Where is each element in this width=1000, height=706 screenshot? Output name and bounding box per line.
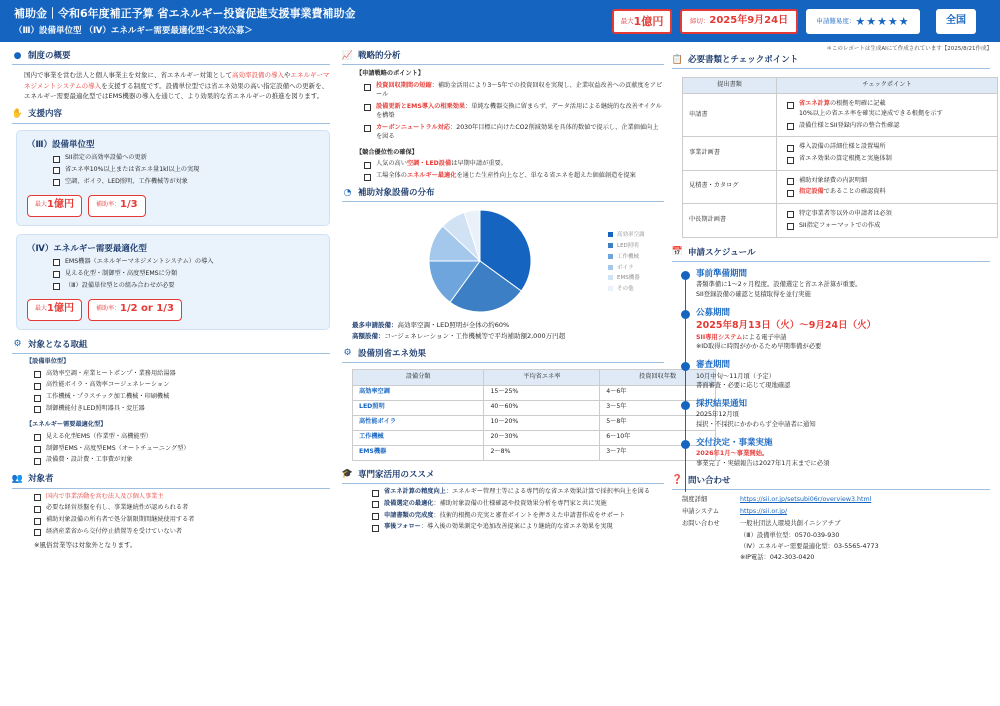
effects-table bbox=[352, 369, 716, 461]
col-header: 提出書類 bbox=[683, 78, 777, 94]
type3-title: （Ⅲ）設備単位型 bbox=[27, 139, 95, 150]
strategy-points bbox=[356, 82, 664, 142]
detail-link[interactable]: https://sii.or.jp/setsubi06r/overview3.html bbox=[740, 495, 872, 503]
list-item: 特定事業者等以外の申請者は必須 bbox=[787, 210, 991, 219]
legend-swatch bbox=[608, 254, 613, 259]
col-header: チェックポイント bbox=[777, 78, 998, 94]
chart-legend bbox=[608, 230, 645, 294]
expert-text: ：エネルギー管理士等による専門的な省エネ効果計算で採択率向上を図る bbox=[445, 488, 651, 496]
table-cell: 10～20% bbox=[484, 415, 600, 430]
type3-max-pill bbox=[27, 195, 82, 217]
timeline-step bbox=[680, 437, 990, 469]
list-item: 制御型EMS・高度型EMS（オートチューニング型） bbox=[34, 445, 330, 454]
type4-max-pill bbox=[27, 299, 82, 321]
legend-label: EMS機器 bbox=[617, 275, 640, 282]
list-item: 省エネ効果の算定根拠と実施体制 bbox=[787, 155, 991, 164]
calendar-icon: 📅 bbox=[671, 247, 684, 258]
legend-label: 工作機械 bbox=[617, 253, 640, 260]
table-row bbox=[683, 94, 998, 137]
point-key: カーボンニュートラル対応 bbox=[376, 123, 451, 131]
type3-max-prefix: 最大 bbox=[35, 201, 48, 209]
contact-key: 申請システム bbox=[682, 507, 720, 515]
doc-checks bbox=[777, 137, 998, 170]
step-detail: 書類準備に1～2ヶ月程度。設備選定と省エネ計算が重要。 bbox=[696, 281, 862, 289]
legend-item bbox=[608, 252, 645, 263]
list-item: 制御機能付きLED照明器具・変圧器 bbox=[34, 405, 330, 414]
list-item: EMS機器（エネルギーマネジメントシステム）の導入 bbox=[53, 258, 319, 267]
comp-text: 人気の高い bbox=[376, 160, 407, 168]
list-item: SII指定フォーマットでの作成 bbox=[787, 222, 991, 231]
type4-rate-pill bbox=[88, 299, 182, 321]
timeline-step bbox=[680, 398, 990, 430]
contact-phone: ※IP電話：042-303-0420 bbox=[740, 553, 815, 561]
step-detail: SII登録設備の確認と見積取得を並行実施 bbox=[696, 290, 811, 298]
table-row bbox=[353, 445, 716, 460]
table-cell: 5～8年 bbox=[600, 415, 716, 430]
step-title: 事前準備期間 bbox=[696, 268, 748, 279]
gear-icon: ⚙ bbox=[343, 348, 352, 359]
max-amount-badge bbox=[612, 9, 672, 34]
list-item: 設備仕様とSII登録内容の整合性確認 bbox=[787, 122, 991, 131]
list-item: 設備費・設計費・工事費が対象 bbox=[34, 456, 330, 465]
table-row bbox=[683, 204, 998, 237]
page-title: 補助金｜令和6年度補正予算 省エネルギー投資促進支援事業費補助金 bbox=[14, 7, 356, 20]
targets-list-1 bbox=[26, 370, 330, 414]
col-header: 投資回収年数 bbox=[600, 369, 716, 385]
step-detail: 10月中旬～11月頃（予定） bbox=[696, 372, 775, 380]
legend-swatch bbox=[608, 265, 613, 270]
graduation-cap-icon: 🎓 bbox=[341, 469, 354, 480]
table-cell: 15～25% bbox=[484, 385, 600, 400]
type4-max: 1億円 bbox=[47, 303, 74, 315]
effects-heading bbox=[342, 348, 664, 360]
list-item bbox=[364, 82, 664, 100]
table-cell: LED照明 bbox=[353, 400, 484, 415]
eligible-heading bbox=[12, 473, 330, 485]
docs-title: 必要書類とチェックポイント bbox=[688, 55, 799, 65]
legend-swatch bbox=[608, 286, 613, 291]
strategy-heading bbox=[342, 50, 664, 62]
list-item: 補助対象経費の内訳明細 bbox=[787, 177, 991, 186]
eligible-list bbox=[12, 493, 330, 537]
strategy-competitive bbox=[356, 160, 664, 181]
expert-key: 事後フォロー bbox=[384, 523, 421, 531]
type4-list bbox=[27, 258, 319, 291]
distribution-heading bbox=[342, 187, 664, 199]
doc-checks bbox=[777, 204, 998, 237]
overview-p2: や bbox=[284, 71, 291, 80]
distribution-title: 補助対象設備の分布 bbox=[358, 188, 435, 199]
scope-badge: 全国 bbox=[936, 9, 976, 34]
list-item: 工作機械・プラスチック加工機械・印刷機械 bbox=[34, 393, 330, 402]
col-header: 平均省エネ率 bbox=[484, 369, 600, 385]
hands-icon: ✋ bbox=[11, 109, 24, 120]
table-cell: 高効率空調 bbox=[353, 385, 484, 400]
max-amount: 1億円 bbox=[633, 14, 664, 28]
type4-card bbox=[16, 234, 330, 330]
timeline-step bbox=[680, 307, 990, 353]
middle-column bbox=[341, 50, 677, 535]
check-key: 指定設備 bbox=[799, 188, 824, 196]
effects-title: 設備別省エネ効果 bbox=[358, 348, 427, 359]
comp-text: を通じた生産性向上など、単なる省エネを超えた価値創造を提案 bbox=[456, 172, 636, 180]
check-key: 省エネ計算 bbox=[799, 100, 830, 108]
timeline-step bbox=[680, 268, 990, 300]
caption1-label: 最多申請設備： bbox=[352, 321, 398, 330]
schedule-heading bbox=[672, 247, 990, 259]
contact-org: 一般社団法人環境共創イニシアチブ bbox=[740, 519, 841, 527]
list-item: 補助対象設備の所有者で処分制限期間継続使用する者 bbox=[34, 516, 330, 525]
comp-text: 工場全体の bbox=[376, 172, 407, 180]
table-cell: 3～5年 bbox=[600, 400, 716, 415]
table-row bbox=[353, 400, 716, 415]
type3-rate-label: 補助率： bbox=[95, 201, 120, 209]
docs-table bbox=[682, 77, 998, 237]
caption1-text: 高効率空調・LED照明が全体の約60% bbox=[397, 321, 510, 330]
type4-title: （Ⅳ）エネルギー需要最適化型 bbox=[27, 243, 147, 254]
table-row bbox=[683, 170, 998, 203]
schedule-timeline bbox=[672, 268, 990, 469]
legend-label: 高効率空調 bbox=[617, 232, 645, 239]
deadline-date: 2025年9月24日 bbox=[709, 15, 789, 27]
overview-heading bbox=[12, 50, 330, 62]
legend-item bbox=[608, 263, 645, 274]
strategy-subheading-1: 【申請戦略のポイント】 bbox=[356, 70, 425, 78]
contact-phone: （Ⅳ）エネルギー需要最適化型：03-5565-4773 bbox=[740, 542, 879, 550]
table-header-row bbox=[353, 369, 716, 385]
col-header: 設備分類 bbox=[353, 369, 484, 385]
legend-swatch bbox=[608, 243, 613, 248]
doc-checks bbox=[777, 170, 998, 203]
table-row bbox=[353, 415, 716, 430]
overview-text bbox=[12, 70, 330, 101]
timeline-step bbox=[680, 359, 990, 391]
legend-item bbox=[608, 284, 645, 295]
question-icon: ❓ bbox=[671, 475, 684, 486]
contact-key: 制度詳細 bbox=[682, 495, 708, 503]
point-key: 投資回収期間の短縮 bbox=[376, 82, 432, 90]
gear-icon: ⚙ bbox=[13, 339, 22, 350]
point-key: 設備更新とEMS導入の相乗効果 bbox=[376, 102, 466, 110]
expert-heading bbox=[342, 469, 664, 481]
difficulty-badge bbox=[806, 9, 920, 34]
list-item: （Ⅲ）設備単位型との組み合わせが必要 bbox=[53, 282, 319, 291]
list-item: 国内で事業活動を営む法人及び個人事業主 bbox=[34, 493, 330, 502]
support-title: 支援内容 bbox=[28, 109, 63, 120]
legend-label: ボイラ bbox=[617, 264, 634, 271]
table-cell: 40～60% bbox=[484, 400, 600, 415]
system-link[interactable]: https://sii.or.jp/ bbox=[740, 507, 788, 515]
expert-text: ：補助対象設備の仕様確認や投資効果分析を専門家と共に実施 bbox=[433, 499, 607, 507]
pie-chart-icon: ◔ bbox=[343, 187, 352, 198]
expert-text: ：導入後の効果測定や追加改善提案により継続的な省エネ効果を実現 bbox=[420, 523, 613, 531]
users-icon: 👥 bbox=[11, 473, 24, 484]
list-item bbox=[364, 160, 664, 169]
table-cell: 高性能ボイラ bbox=[353, 415, 484, 430]
step-title: 公募期間 bbox=[696, 307, 731, 318]
table-row bbox=[353, 430, 716, 445]
point-text: ：単純な機器交換に留まらず、データ活用による継続的な改善サイクルを構築 bbox=[376, 102, 662, 119]
doc-name: 中長期計画書 bbox=[683, 204, 777, 237]
step-detail: 書面審査・必要に応じて現地確認 bbox=[696, 382, 791, 390]
expert-key: 省エネ計算の精度向上 bbox=[384, 488, 446, 496]
targets-group-2: 【エネルギー需要最適化型】 bbox=[26, 420, 107, 428]
table-cell: 工作機械 bbox=[353, 430, 484, 445]
contact-block bbox=[672, 494, 990, 563]
legend-label: その他 bbox=[617, 286, 634, 293]
point-text: ：補助金活用により3～5年での投資回収を実現し、企業収益改善への貢献度をアピール bbox=[376, 82, 663, 99]
doc-name: 事業計画書 bbox=[683, 137, 777, 170]
info-icon: ● bbox=[13, 50, 22, 61]
table-row bbox=[683, 137, 998, 170]
list-item: SII指定の高効率設備への更新 bbox=[53, 154, 319, 163]
expert-text: ：技術的根拠の充実と審査ポイントを押さえた申請書作成をサポート bbox=[433, 511, 626, 519]
overview-highlight-2: エネルギーマネジメントシステムの導入 bbox=[24, 71, 330, 90]
eligible-title: 対象者 bbox=[28, 474, 54, 485]
check-text: の根拠を明確に記載 bbox=[829, 100, 886, 108]
step-title: 交付決定・事業実施 bbox=[696, 437, 773, 448]
step-highlight: 2026年1月～事業開始。 bbox=[696, 450, 769, 458]
table-cell: EMS機器 bbox=[353, 445, 484, 460]
list-item bbox=[787, 188, 991, 197]
type3-card bbox=[16, 130, 330, 226]
list-item bbox=[364, 103, 664, 121]
legend-swatch bbox=[608, 275, 613, 280]
type3-rate: 1/3 bbox=[120, 199, 138, 211]
list-item: 経済産業省から交付停止措置等を受けていない者 bbox=[34, 528, 330, 537]
strategy-subheading-2: 【競合優位性の確保】 bbox=[356, 148, 418, 156]
docs-heading bbox=[672, 54, 990, 66]
comp-text: は早期申請が重要。 bbox=[451, 160, 507, 168]
table-header-row bbox=[683, 78, 998, 94]
legend-swatch bbox=[608, 232, 613, 237]
pie-chart bbox=[420, 202, 540, 320]
step-title: 審査期間 bbox=[696, 360, 731, 371]
doc-checks bbox=[777, 94, 998, 137]
overview-title: 制度の概要 bbox=[28, 51, 71, 61]
list-item: 省エネ率10%以上または省エネ量1kl以上の実現 bbox=[53, 166, 319, 175]
clipboard-icon: 📋 bbox=[671, 54, 684, 65]
table-cell: 6～10年 bbox=[600, 430, 716, 445]
schedule-title: 申請スケジュール bbox=[688, 247, 756, 258]
strategy-title: 戦略的分析 bbox=[358, 51, 401, 61]
expert-key: 申請書類の完成度 bbox=[384, 511, 434, 519]
table-cell: 3～7年 bbox=[600, 445, 716, 460]
list-item bbox=[364, 172, 664, 181]
caption2-label: 高額設備： bbox=[352, 331, 385, 340]
step-period: 2025年8月13日（火）～9月24日（火） bbox=[696, 319, 877, 331]
list-item: 空調、ボイラ、LED照明、工作機械等が対象 bbox=[53, 178, 319, 187]
doc-name: 申請書 bbox=[683, 94, 777, 137]
right-column bbox=[672, 54, 990, 563]
list-item bbox=[372, 500, 664, 509]
list-item bbox=[787, 100, 991, 109]
chart-icon: 📈 bbox=[341, 50, 354, 61]
step-detail: 事業完了・実績報告は2027年1月末までに必須 bbox=[696, 459, 830, 467]
targets-title: 対象となる取組 bbox=[28, 339, 88, 350]
report-note: ＊このレポートは生成AIにて作成されています【2025/8/21作成】 bbox=[826, 46, 992, 52]
table-cell: 20～30% bbox=[484, 430, 600, 445]
step-detail: 2025年12月頃 bbox=[696, 411, 739, 419]
point-text: ：2030年目標に向けたCO2削減効果を具体的数値で提示し、企業価値向上を図る bbox=[376, 123, 659, 140]
deadline-prefix: 締切： bbox=[689, 16, 710, 25]
step-detail: ※ID取得に時間がかかるため早期準備が必要 bbox=[696, 343, 822, 351]
pie-chart-area bbox=[342, 202, 664, 320]
contact-title: 問い合わせ bbox=[688, 475, 731, 486]
legend-item bbox=[608, 273, 645, 284]
overview-highlight-1: 高効率設備の導入 bbox=[232, 71, 284, 80]
list-item: 見える化型EMS（作業型・高機能型） bbox=[34, 433, 330, 442]
type3-rate-pill bbox=[88, 195, 146, 217]
page-subtitle: （Ⅲ）設備単位型 （Ⅳ）エネルギー需要最適化型＜3次公募＞ bbox=[14, 26, 253, 36]
type4-rate-label: 補助率： bbox=[95, 305, 120, 313]
type4-rate: 1/2 or 1/3 bbox=[120, 303, 174, 315]
expert-list bbox=[342, 488, 664, 532]
step-detail: による電子申請 bbox=[742, 333, 787, 341]
list-item bbox=[364, 124, 664, 142]
table-row bbox=[353, 385, 716, 400]
distribution-caption bbox=[342, 320, 664, 340]
legend-item bbox=[608, 230, 645, 241]
list-item: 高効率空調・産業ヒートポンプ・業務用給湯器 bbox=[34, 370, 330, 379]
doc-name: 見積書・カタログ bbox=[683, 170, 777, 203]
contact-phone: （Ⅲ）設備単位型：0570-039-930 bbox=[740, 531, 840, 539]
difficulty-label: 申請難易度： bbox=[816, 16, 856, 25]
left-column bbox=[12, 50, 330, 550]
check-text: 10%以上の省エネ率を確実に達成できる根拠を示す bbox=[799, 109, 943, 117]
type3-list bbox=[27, 154, 319, 187]
list-item bbox=[372, 488, 664, 497]
table-cell: 4～6年 bbox=[600, 385, 716, 400]
step-detail: 採択・不採択にかかわらず全申請者に通知 bbox=[696, 421, 816, 429]
comp-key: エネルギー最適化 bbox=[406, 172, 457, 180]
legend-label: LED照明 bbox=[617, 243, 639, 250]
table-cell: 2～8% bbox=[484, 445, 600, 460]
type4-max-prefix: 最大 bbox=[35, 305, 48, 313]
overview-p3: を支援する制度です。設備単位型では省エネ効果の高い指定設備への更新を、エネルギー需要最適化型ではEMS機器の導入を通じて、より効果的な省エネルギーの推進を図ります。 bbox=[24, 81, 329, 101]
list-item: 導入設備の詳細仕様と設置場所 bbox=[787, 143, 991, 152]
contact-key: お問い合わせ bbox=[682, 519, 720, 527]
comp-key: 空調・LED設備 bbox=[406, 160, 452, 168]
deadline-badge bbox=[680, 9, 798, 34]
max-prefix: 最大 bbox=[620, 16, 634, 25]
support-heading bbox=[12, 108, 330, 120]
difficulty-stars: ★★★★★ bbox=[855, 14, 910, 28]
list-item: 必要な経営基盤を有し、事業継続性が認められる者 bbox=[34, 504, 330, 513]
check-text: であることの確認資料 bbox=[823, 188, 886, 196]
targets-list-2 bbox=[26, 433, 330, 466]
list-item bbox=[372, 523, 664, 532]
legend-item bbox=[608, 241, 645, 252]
overview-p1: 国内で事業を営む法人と個人事業主を対象に、省エネルギー対策として bbox=[24, 71, 232, 80]
targets-group-1: 【設備単位型】 bbox=[26, 357, 70, 365]
list-item bbox=[372, 512, 664, 521]
eligible-note: ※風俗営業等は対象外となります。 bbox=[34, 540, 137, 549]
type3-max: 1億円 bbox=[47, 199, 74, 211]
expert-title: 専門家活用のススメ bbox=[358, 469, 435, 480]
step-highlight: SII専用システム bbox=[696, 333, 743, 341]
step-title: 採択結果通知 bbox=[696, 399, 748, 410]
expert-key: 設備選定の最適化 bbox=[384, 499, 434, 507]
targets-heading bbox=[12, 339, 330, 351]
contact-heading bbox=[672, 475, 990, 487]
header-banner bbox=[0, 0, 1000, 42]
caption2-text: コージェネレーション・工作機械等で平均補助額2,000万円超 bbox=[384, 331, 566, 340]
list-item: 見える化型・制御型・高度型EMSに分類 bbox=[53, 270, 319, 279]
list-item: 高性能ボイラ・高効率コージェネレーション bbox=[34, 381, 330, 390]
